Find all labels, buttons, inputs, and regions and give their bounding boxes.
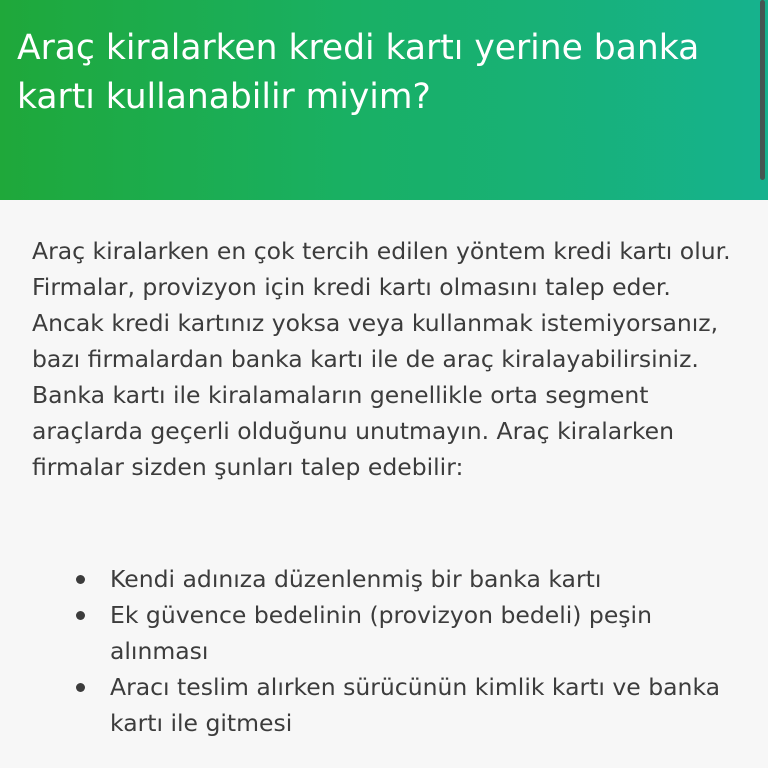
answer-content [0,200,768,768]
bullet-icon [76,611,85,620]
scrollbar[interactable] [760,0,765,180]
list-item-text: Ek güvence bedelinin (provizyon bedeli) peşin alınması [110,601,652,665]
bullet-icon [76,683,85,692]
question-title: Araç kiralarken kredi kartı yerine banka kartı kullanabilir miyim? [17,28,700,117]
list-item [0,669,768,741]
list-item-text: Kendi adınıza düzenlenmiş bir banka kartı [110,565,602,593]
question-header [0,0,768,200]
answer-paragraph: Araç kiralarken en çok tercih edilen yöntem kredi kartı olur. Firmalar, provizyon için kredi kartı olmasını talep eder. Ancak kredi kartınız yoksa veya kullanmak istemiyorsanız, bazı firmalardan banka kartı ile de araç kiralayabilirsiniz. Banka kartı ile kiralamaların genellikle orta segment araçlarda geçerli olduğunu unutmayın. Araç kiralarken firmalar sizden şunları talep edebilir: [32,237,731,481]
requirements-list [0,561,768,741]
list-item-text: Aracı teslim alırken sürücünün kimlik kartı ve banka kartı ile gitmesi [110,673,721,737]
list-item [0,561,768,597]
list-item [0,597,768,669]
bullet-icon [76,575,85,584]
